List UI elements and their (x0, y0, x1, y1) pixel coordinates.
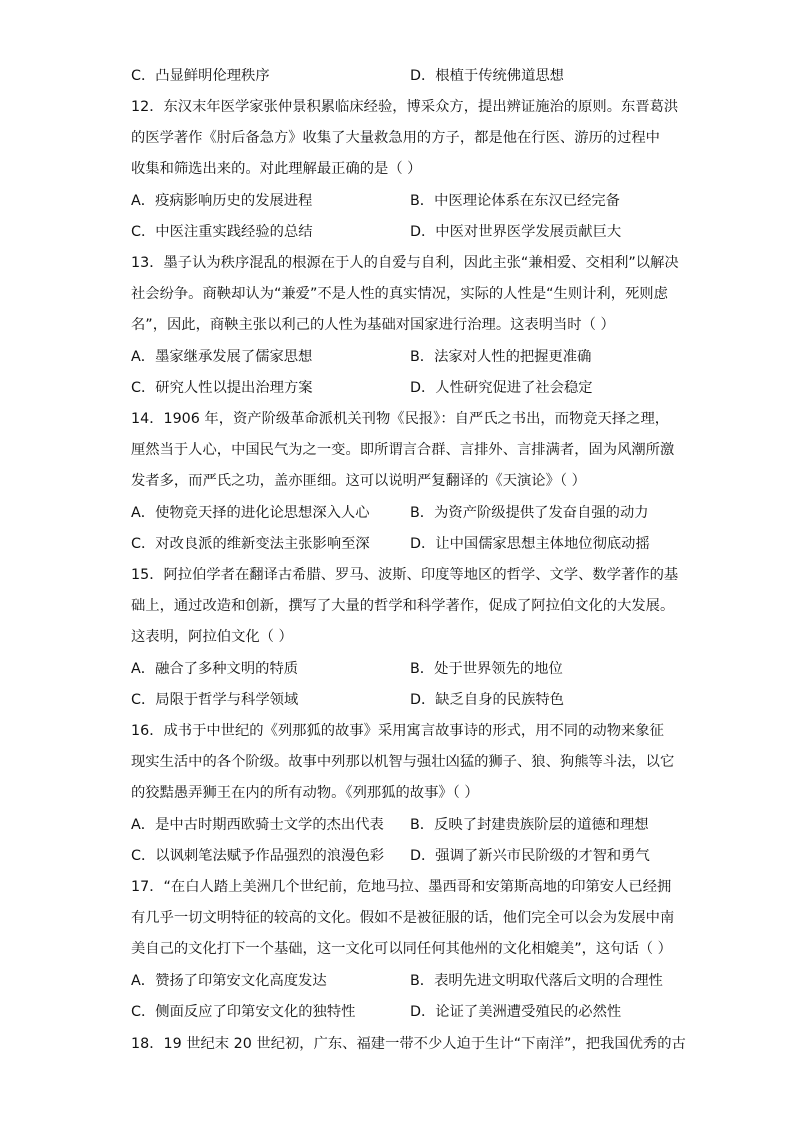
question-15-line-3: 这表明，阿拉伯文化（ ） (131, 629, 293, 645)
question-15-option-d: D．缺乏自身的民族特色 (410, 692, 564, 708)
question-16-option-a: A．是中古时期西欧骑士文学的杰出代表 (131, 817, 384, 833)
option-c: C．凸显鲜明伦理秩序 (131, 68, 270, 84)
question-12-option-a: A．疫病影响历史的发展进程 (131, 193, 313, 209)
question-15-option-b: B．处于世界领先的地位 (410, 661, 563, 677)
question-17-option-c: C．侧面反应了印第安文化的独特性 (131, 1004, 356, 1020)
question-14-option-b: B．为资产阶级提供了发奋自强的动力 (410, 505, 649, 521)
question-16-line-2: 现实生活中的各个阶级。故事中列那以机智与强壮凶猛的狮子、狼、狗熊等斗法，以它 (131, 754, 675, 770)
question-13-line-1: 13．墨子认为秩序混乱的根源在于人的自爱与自利，因此主张“兼相爱、交相利”以解决 (131, 255, 679, 271)
question-14-option-c: C．对改良派的维新变法主张影响至深 (131, 536, 370, 552)
question-15-option-a: A．融合了多种文明的特质 (131, 661, 299, 677)
question-12-option-c: C．中医注重实践经验的总结 (131, 224, 313, 240)
question-13-option-c: C．研究人性以提出治理方案 (131, 380, 313, 396)
question-17-option-b: B．表明先进文明取代落后文明的合理性 (410, 973, 663, 989)
question-12-line-1: 12．东汉末年医学家张仲景积累临床经验，博采众方，提出辨证施治的原则。东晋葛洪 (131, 99, 679, 115)
question-13-line-2: 社会纷争。商鞅却认为“兼爱”不是人性的真实情况，实际的人性是“生则计利，死则虑 (131, 286, 668, 302)
question-16-option-d: D．强调了新兴市民阶级的才智和勇气 (410, 848, 650, 864)
question-14-line-2: 厘然当于人心，中国民气为之一变。即所谓言合群、言排外、言排满者，固为风潮所激 (131, 442, 675, 458)
question-14-option-d: D．让中国儒家思想主体地位彻底动摇 (410, 536, 650, 552)
question-12-option-b: B．中医理论体系在东汉已经完备 (410, 193, 620, 209)
question-14-line-3: 发者多，而严氏之功，盖亦匪细。这可以说明严复翻译的《天演论》（ ） (131, 473, 586, 489)
question-13-option-b: B．法家对人性的把握更准确 (410, 349, 592, 365)
question-17-line-2: 有几乎一切文明特征的较高的文化。假如不是被征服的话，他们完全可以会为发展中南 (131, 910, 675, 926)
question-13-option-d: D．人性研究促进了社会稳定 (410, 380, 593, 396)
question-13-line-3: 名”，因此，商鞅主张以利己的人性为基础对国家进行治理。这表明当时（ ） (131, 317, 615, 333)
option-d: D．根植于传统佛道思想 (410, 68, 564, 84)
question-13-option-a: A．墨家继承发展了儒家思想 (131, 349, 313, 365)
question-16-option-c: C．以讽刺笔法赋予作品强烈的浪漫色彩 (131, 848, 385, 864)
question-16-line-3: 的狡黠愚弄狮王在内的所有动物。《列那狐的故事》（ ） (131, 785, 479, 801)
question-17-option-d: D．论证了美洲遭受殖民的必然性 (410, 1004, 622, 1020)
question-17-line-1: 17．“在白人踏上美洲几个世纪前，危地马拉、墨西哥和安第斯高地的印第安人已经拥 (131, 879, 672, 895)
question-17-option-a: A．赞扬了印第安文化高度发达 (131, 973, 327, 989)
question-15-line-2: 础上，通过改造和创新，撰写了大量的哲学和科学著作，促成了阿拉伯文化的大发展。 (131, 598, 675, 614)
question-15-option-c: C．局限于哲学与科学领域 (131, 692, 299, 708)
question-12-line-2: 的医学著作《肘后备急方》收集了大量救急用的方子，都是他在行医、游历的过程中 (131, 130, 660, 146)
question-14-line-1: 14．1906 年，资产阶级革命派机关刊物《民报》：自严氏之书出，而物竞天择之理， (131, 411, 670, 427)
question-15-line-1: 15．阿拉伯学者在翻译古希腊、罗马、波斯、印度等地区的哲学、文学、数学著作的基 (131, 567, 679, 583)
question-14-option-a: A．使物竞天择的进化论思想深入人心 (131, 505, 370, 521)
question-16-option-b: B．反映了封建贵族阶层的道德和理想 (410, 817, 649, 833)
question-12-option-d: D．中医对世界医学发展贡献巨大 (410, 224, 622, 240)
question-12-line-3: 收集和筛选出来的。对此理解最正确的是（ ） (131, 161, 422, 177)
question-18-line-1: 18．19 世纪末 20 世纪初，广东、福建一带不少人迫于生计“下南洋”，把我国优秀的古 (131, 1036, 686, 1052)
question-16-line-1: 16．成书于中世纪的《列那狐的故事》采用寓言故事诗的形式，用不同的动物来象征 (131, 723, 664, 739)
question-17-line-3: 美自己的文化打下一个基础，这一文化可以同任何其他州的文化相媲美”，这句话（ ） (131, 941, 672, 957)
